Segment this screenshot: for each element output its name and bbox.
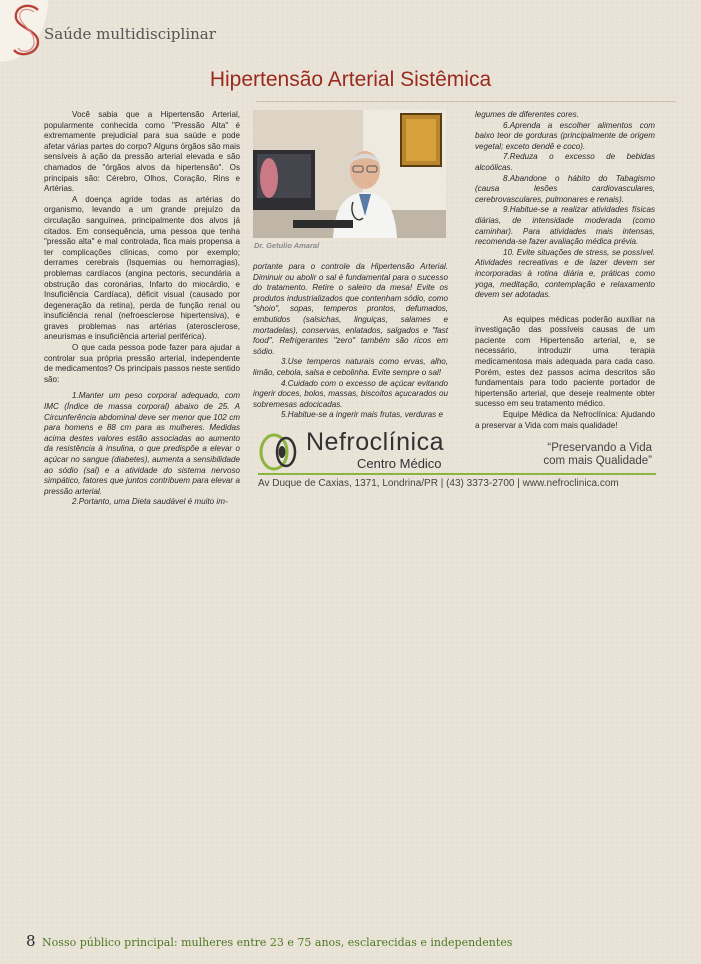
ad-divider <box>258 473 656 475</box>
step-paragraph: 8.Abandone o hábito do Tabagismo (causa lesões cardiovasculares, cerebrovasculares, pulmonares e renais). <box>475 173 655 204</box>
page-number: 8 <box>26 932 36 950</box>
s-monogram-icon <box>8 2 46 60</box>
nefroclinica-logo-icon <box>258 432 304 472</box>
paragraph: Você sabia que a Hipertensão Arterial, popularmente conhecida como "Pressão Alta" é extremamente prejudicial para sua saúde e pode afetar várias partes do corpo? Alguns órgãos são mais sensíveis à ação da pressão arterial elevada e são chamados de "órgãos alvos da hipertensão". Os principais são: Cérebro, Olhos, Coração, Rins e Artérias. <box>44 110 240 194</box>
step-paragraph: 3.Use temperos naturais como ervas, alho, limão, cebola, salsa e cebolinha. Evite sempre o sal! <box>253 357 448 377</box>
article-column-2 <box>253 262 448 421</box>
title-divider <box>256 101 676 102</box>
step-paragraph: 10. Evite situações de stress, se possível. Atividades recreativas e de lazer devem ser incorporadas à rotina diária e, práticas como yoga, meditação, contemplação e relaxamento devem ser adotadas. <box>475 247 655 300</box>
step-paragraph: 1.Manter um peso corporal adequado, com IMC (Índice de massa corporal) abaixo de 25. A Circunferência abdominal deve ser menor que 102 cm para homens e 88 cm para as mulheres. Medidas acima destes valores estão associadas ao aumento da resistência à insulina, o que predispõe a elevar o açúcar no sangue (diabetes), aumenta a sensibilidade ao sódio (sal) e a atividade do sistema nervoso simpático, fatores que juntos contribuem para elevar a pressão arterial. <box>44 391 240 496</box>
article-column-1 <box>44 110 240 508</box>
article-column-3 <box>475 110 655 431</box>
ad-slogan-line: com mais Qualidade” <box>543 455 652 467</box>
ad-brand-name: Nefroclínica <box>306 428 444 456</box>
section-title: Saúde multidisciplinar <box>44 25 216 43</box>
step-paragraph: 6.Aprenda a escolher alimentos com baixo teor de gorduras (principalmente de origem vegetal; exceto dendê e coco). <box>475 120 655 151</box>
step-paragraph: 2.Portanto, uma Dieta saudável é muito im- <box>72 497 228 507</box>
doctor-photo <box>253 110 446 238</box>
paragraph: Equipe Médica da Nefroclínica: Ajudando a preservar a Vida com mais qualidade! <box>475 410 655 430</box>
step-paragraph: portante para o controle da Hipertensão Arterial. Diminuir ou abolir o sal é fundamental para o sucesso do tratamento. Retire o saleiro da mesa! Evite os produtos industrializados que contenham sódio, como "shoio", sopas, temperos prontos, defumados, embutidos (salsichas, linguiças, salames e mortadelas), conservas, enlatados, salgados e "fast food". Refrigerantes "zero" também são ricos em sódio. <box>253 262 448 356</box>
ad-slogan-line: “Preservando a Vida <box>547 442 652 454</box>
paragraph: As equipes médicas poderão auxiliar na investigação das possíveis causas de um paciente com Hipertensão arterial, e, se necessário, introduzir uma terapia medicamentosa mais adequada para cada caso. Porém, estes dez passos acima descritos são fundamentais para todo paciente portador de hipertensão arterial, que deseje realmente obter sucesso em seu tratamento médico. <box>475 314 655 409</box>
page-footer <box>26 932 512 950</box>
step-paragraph: 4.Cuidado com o excesso de açúcar evitando ingerir doces, bolos, massas, biscoitos açucarados ou sobremesas adocicadas. <box>253 378 448 409</box>
ad-contact-line: Av Duque de Caxias, 1371, Londrina/PR | (43) 3373-2700 | www.nefroclinica.com <box>258 478 619 489</box>
paragraph: O que cada pessoa pode fazer para ajudar a controlar sua própria pressão arterial, independente de medicamentos? Os principais passos neste sentido são: <box>44 343 240 384</box>
ad-slogan <box>470 442 652 468</box>
ad-brand-subtitle: Centro Médico <box>357 456 442 471</box>
article-title: Hipertensão Arterial Sistêmica <box>209 68 492 91</box>
photo-caption: Dr. Getulio Amaral <box>254 241 320 250</box>
doctor-photo-illustration <box>253 110 446 238</box>
step-paragraph: 7.Reduza o excesso de bebidas alcoólicas. <box>475 152 655 172</box>
footer-tagline: Nosso público principal: mulheres entre 23 e 75 anos, esclarecidas e independentes <box>42 936 513 949</box>
step-paragraph: 9.Habitue-se a realizar atividades físicas diárias, de intensidade moderada (como caminhar). Para atividades mais intensas, recomenda-se fazer avaliação médica prévia. <box>475 205 655 247</box>
step-paragraph: 5.Habitue-se a ingerir mais frutas, verduras e <box>281 410 443 420</box>
step-paragraph: legumes de diferentes cores. <box>475 110 579 119</box>
paragraph: A doença agride todas as artérias do organismo, levando a um grande prejuízo da circulação sanguínea, principalmente dos alvos já citados. Em consequência, uma pessoa que tenha "pressão alta" e mal controlada, fica mais propensa a ter complicações clínicas, como por exemplo; derrames cerebrais (Isquemias ou hemorragias), problemas cardíacos (angina pectoris, secundária a obstrução das coronárias, Infarto do miocárdio, e Insuficiência Cardíaca), déficit visual (causado por degeneração da retina), perda de função renal ou insuficiência renal (nefroesclerose hipertensiva), e graves problemas nas artérias (aterosclerose, aneurismas e insuficiência arterial periférica). <box>44 194 240 342</box>
